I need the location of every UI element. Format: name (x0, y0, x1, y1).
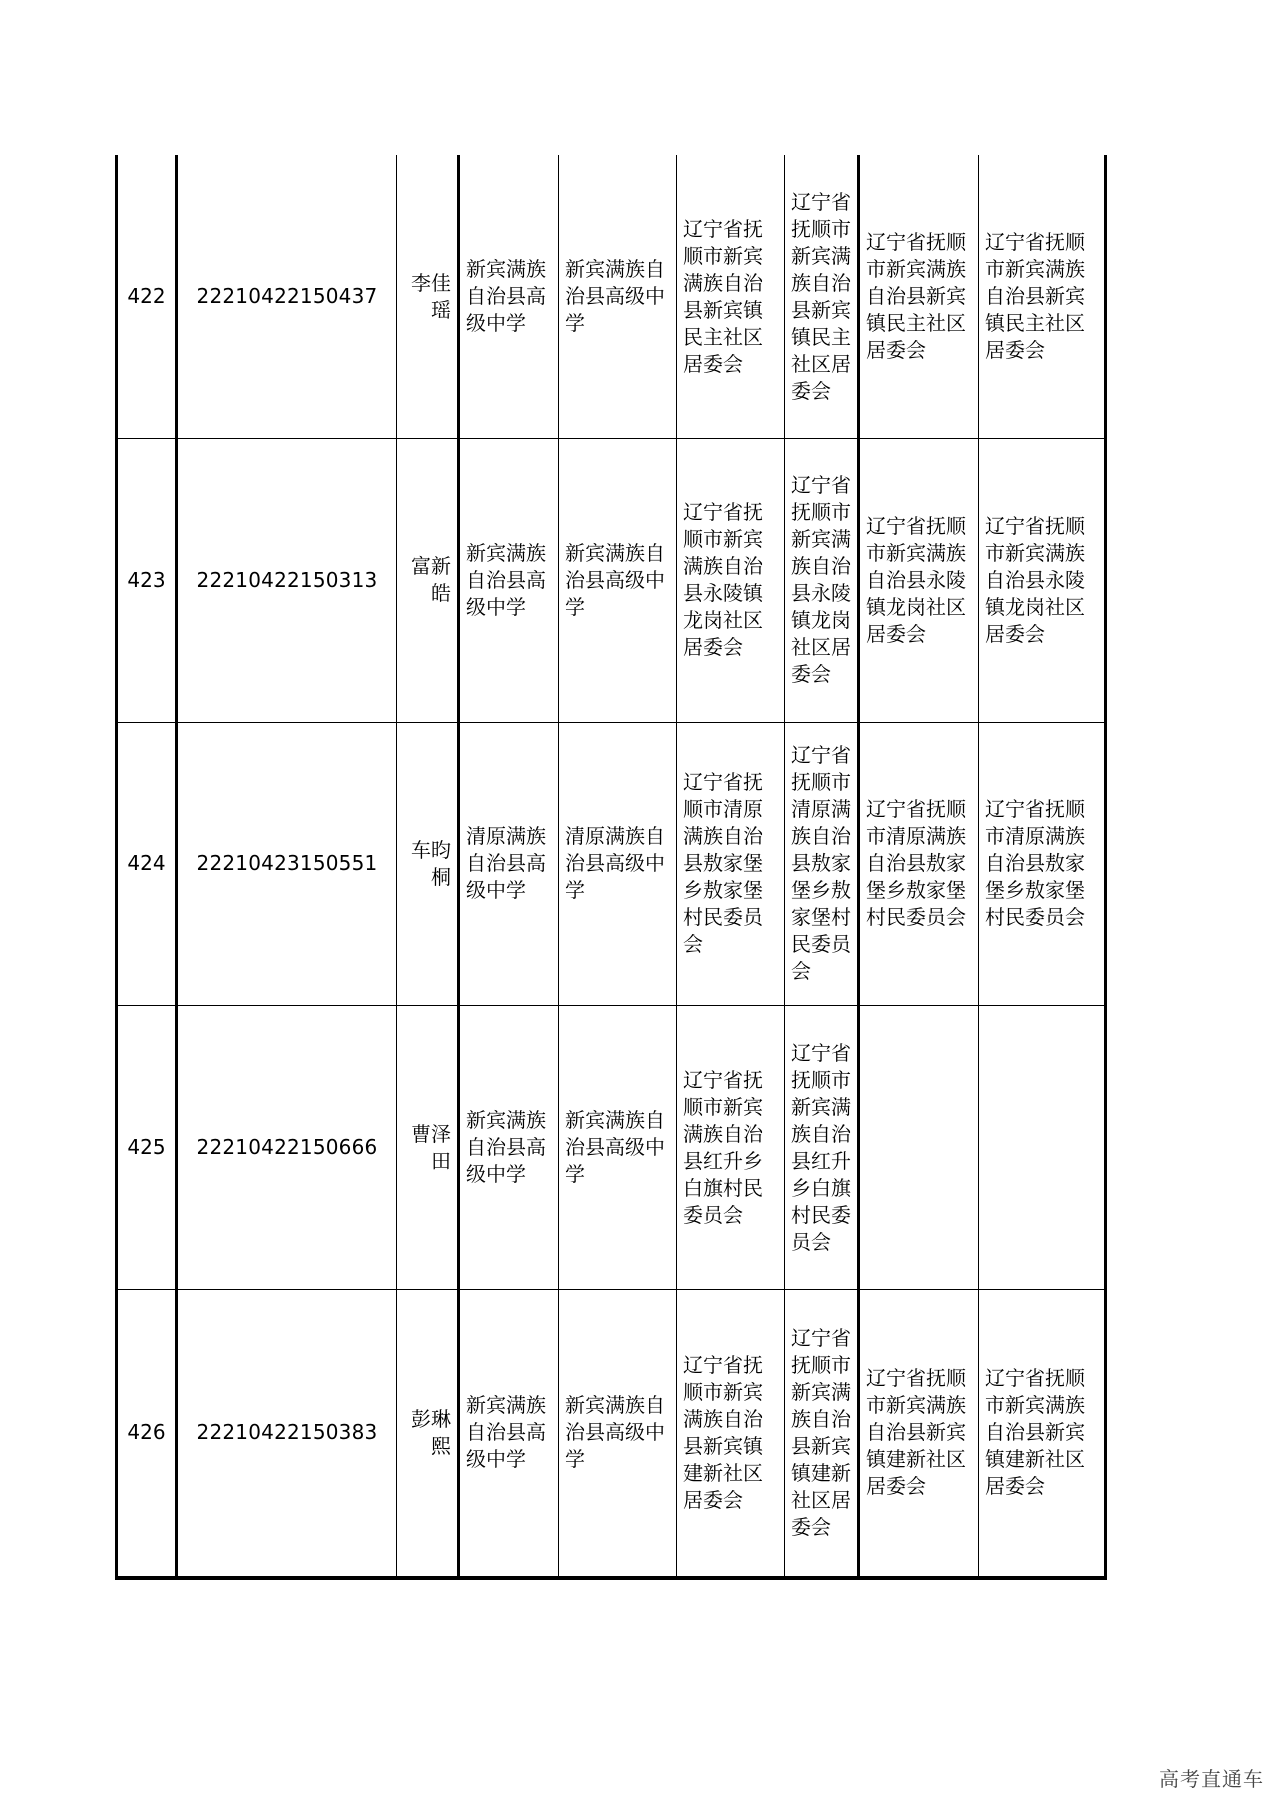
candidate-name: 李佳瑶 (397, 155, 459, 439)
watermark-text: 高考直通车 (1159, 1767, 1264, 1791)
address-cell: 辽宁省抚顺市新宾满族自治县新宾镇民主社区居委会 (677, 155, 785, 439)
candidate-id: 22210422150666 (177, 1006, 397, 1290)
address-cell: 辽宁省抚顺市新宾满族自治县永陵镇龙岗社区居委会 (979, 439, 1106, 723)
row-index: 422 (117, 155, 177, 439)
table-row (117, 155, 1106, 439)
address-cell: 辽宁省抚顺市新宾满族自治县新宾镇民主社区居委会 (979, 155, 1106, 439)
candidate-name: 车昀桐 (397, 722, 459, 1006)
row-index: 424 (117, 722, 177, 1006)
address-cell: 辽宁省抚顺市新宾满族自治县红升乡白旗村民委员会 (677, 1006, 785, 1290)
roster-table (115, 155, 1107, 1580)
unit-name: 新宾满族自治县高级中学 (559, 155, 677, 439)
address-cell: 辽宁省抚顺市新宾满族自治县红升乡白旗村民委员会 (785, 1006, 859, 1290)
address-cell: 辽宁省抚顺市清原满族自治县敖家堡乡敖家堡村民委员会 (677, 722, 785, 1006)
row-index: 425 (117, 1006, 177, 1290)
table-row (117, 439, 1106, 723)
address-cell: 辽宁省抚顺市新宾满族自治县新宾镇建新社区居委会 (677, 1289, 785, 1578)
address-cell: 辽宁省抚顺市清原满族自治县敖家堡乡敖家堡村民委员会 (785, 722, 859, 1006)
unit-name: 新宾满族自治县高级中学 (559, 439, 677, 723)
table-row (117, 1006, 1106, 1290)
address-cell: 辽宁省抚顺市新宾满族自治县新宾镇民主社区居委会 (859, 155, 979, 439)
row-index: 423 (117, 439, 177, 723)
address-cell (979, 1006, 1106, 1290)
school-name: 新宾满族自治县高级中学 (459, 1289, 559, 1578)
address-cell: 辽宁省抚顺市新宾满族自治县永陵镇龙岗社区居委会 (785, 439, 859, 723)
address-cell: 辽宁省抚顺市新宾满族自治县新宾镇建新社区居委会 (785, 1289, 859, 1578)
address-cell: 辽宁省抚顺市清原满族自治县敖家堡乡敖家堡村民委员会 (979, 722, 1106, 1006)
unit-name: 新宾满族自治县高级中学 (559, 1289, 677, 1578)
address-cell: 辽宁省抚顺市新宾满族自治县新宾镇建新社区居委会 (979, 1289, 1106, 1578)
address-cell: 辽宁省抚顺市清原满族自治县敖家堡乡敖家堡村民委员会 (859, 722, 979, 1006)
row-index: 426 (117, 1289, 177, 1578)
unit-name: 新宾满族自治县高级中学 (559, 1006, 677, 1290)
roster-sheet (115, 155, 1104, 1580)
candidate-id: 22210422150383 (177, 1289, 397, 1578)
school-name: 新宾满族自治县高级中学 (459, 439, 559, 723)
candidate-name: 富新皓 (397, 439, 459, 723)
address-cell (859, 1006, 979, 1290)
candidate-name: 彭琳熙 (397, 1289, 459, 1578)
table-row (117, 1289, 1106, 1578)
address-cell: 辽宁省抚顺市新宾满族自治县新宾镇建新社区居委会 (859, 1289, 979, 1578)
address-cell: 辽宁省抚顺市新宾满族自治县永陵镇龙岗社区居委会 (859, 439, 979, 723)
candidate-id: 22210423150551 (177, 722, 397, 1006)
address-cell: 辽宁省抚顺市新宾满族自治县新宾镇民主社区居委会 (785, 155, 859, 439)
unit-name: 清原满族自治县高级中学 (559, 722, 677, 1006)
roster-body (117, 155, 1106, 1578)
candidate-name: 曹泽田 (397, 1006, 459, 1290)
school-name: 清原满族自治县高级中学 (459, 722, 559, 1006)
address-cell: 辽宁省抚顺市新宾满族自治县永陵镇龙岗社区居委会 (677, 439, 785, 723)
school-name: 新宾满族自治县高级中学 (459, 1006, 559, 1290)
table-row (117, 722, 1106, 1006)
candidate-id: 22210422150437 (177, 155, 397, 439)
school-name: 新宾满族自治县高级中学 (459, 155, 559, 439)
candidate-id: 22210422150313 (177, 439, 397, 723)
